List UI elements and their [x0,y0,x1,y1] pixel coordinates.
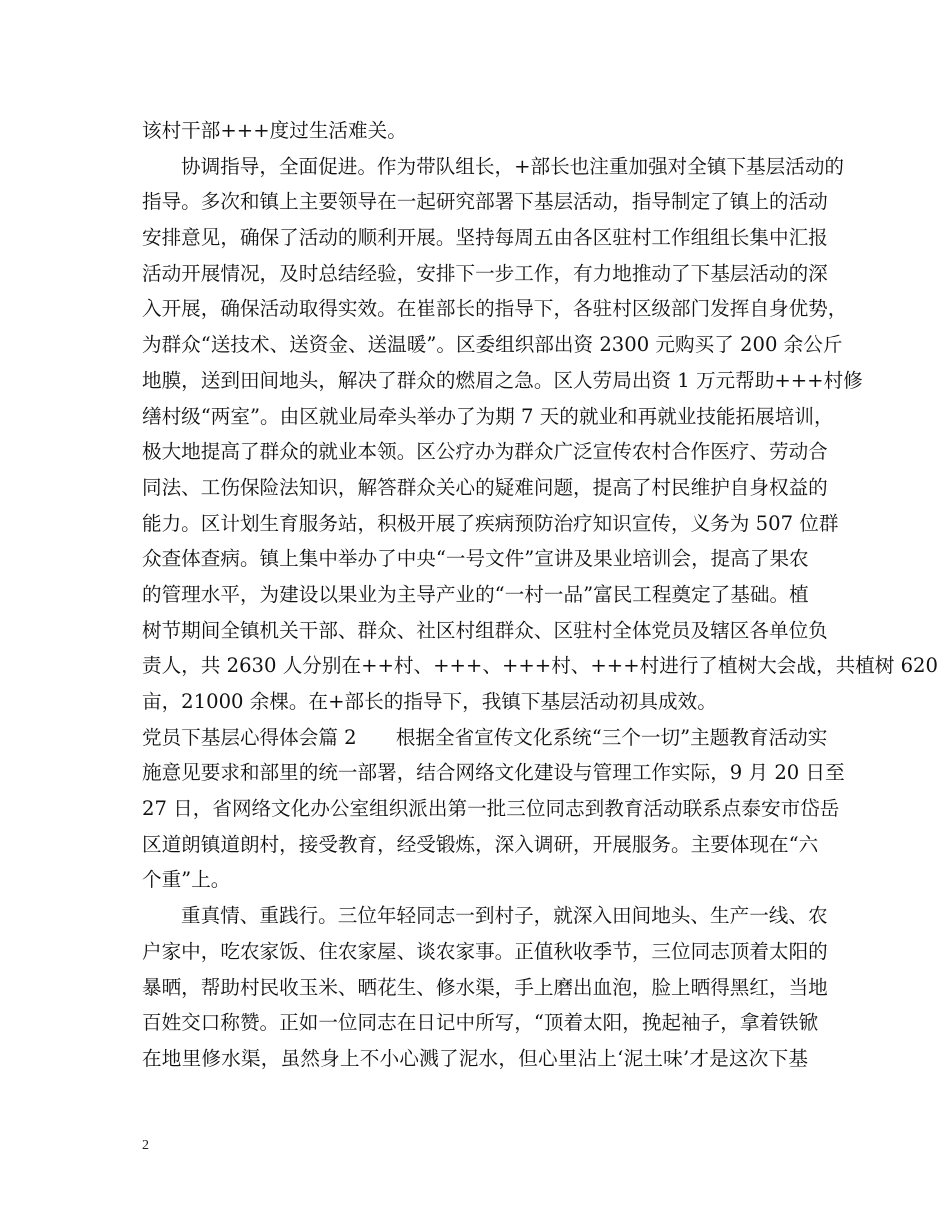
text-line: 缮村级“两室”。由区就业局牵头举办了为期 7 天的就业和再就业技能拓展培训， [142,404,834,428]
text-line: 众查体查病。镇上集中举办了中央“一号文件”宣讲及果业培训会，提高了果农 [142,547,809,571]
text-line: 在地里修水渠，虽然身上不小心溅了泥水，但心里沾上‘泥土味’才是这次下基 [142,1046,808,1070]
text-line: 亩，21000 余棵。在+部长的指导下，我镇下基层活动初具成效。 [142,690,717,713]
text-line: 暴晒，帮助村民收玉米、晒花生、修水渠，手上磨出血泡，脸上晒得黑红，当地 [142,975,828,999]
text-line: 责人，共 2630 人分别在++村、+++、+++村、+++村进行了植树大会战，共植树 620 [142,654,938,678]
text-line: 安排意见，确保了活动的顺利开展。坚持每周五由各区驻村工作组组长集中汇报 [142,226,828,250]
text-line: 极大地提高了群众的就业本领。区公疗办为群众广泛宣传农村合作医疗、劳动合 [142,440,828,464]
text-line: 个重”上。 [142,868,231,892]
text-line: 指导。多次和镇上主要领导在一起研究部署下基层活动，指导制定了镇上的活动 [142,190,828,214]
text-line: 协调指导，全面促进。作为带队组长，+部长也注重加强对全镇下基层活动的 [181,154,845,178]
text-line: 入开展，确保活动取得实效。在崔部长的指导下，各驻村区级部门发挥自身优势， [142,297,848,321]
text-line: 活动开展情况，及时总结经验，安排下一步工作，有力地推动了下基层活动的深 [142,261,828,285]
text-line: 党员下基层心得体会篇 2 根据全省宣传文化系统“三个一切”主题教育活动实 [142,725,828,749]
text-line: 能力。区计划生育服务站，积极开展了疾病预防治疗知识宣传，义务为 507 位群 [142,511,839,535]
text-line: 施意见要求和部里的统一部署，结合网络文化建设与管理工作实际，9 月 20 日至 [142,761,845,785]
text-line: 户家中，吃农家饭、住农家屋、谈农家事。正值秋收季节，三位同志顶着太阳的 [142,939,828,963]
text-line: 该村干部+++度过生活难关。 [142,119,407,142]
text-line: 重真情、重践行。三位年轻同志一到村子，就深入田间地头、生产一线、农 [181,904,828,928]
text-line: 百姓交口称赞。正如一位同志在日记中所写，“顶着太阳，挽起袖子，拿着铁锨 [142,1011,819,1035]
text-line: 区道朗镇道朗村，接受教育，经受锻炼，深入调研，开展服务。主要体现在“六 [142,832,819,856]
text-line: 的管理水平，为建设以果业为主导产业的“一村一品”富民工程奠定了基础。植 [142,582,809,606]
page-number: 2 [142,1138,149,1153]
text-line: 树节期间全镇机关干部、群众、社区村组群众、区驻村全体党员及辖区各单位负 [142,618,828,642]
body-text [142,113,938,1077]
text-line: 地膜，送到田间地头，解决了群众的燃眉之急。区人劳局出资 1 万元帮助+++村修 [142,368,863,392]
text-line: 27 日，省网络文化办公室组织派出第一批三位同志到教育活动联系点泰安市岱岳 [142,797,840,821]
text-line: 同法、工伤保险法知识，解答群众关心的疑难问题，提高了村民维护自身权益的 [142,475,828,499]
text-line: 为群众“送技术、送资金、送温暖”。区委组织部出资 2300 元购买了 200 余公斤 [142,333,843,357]
